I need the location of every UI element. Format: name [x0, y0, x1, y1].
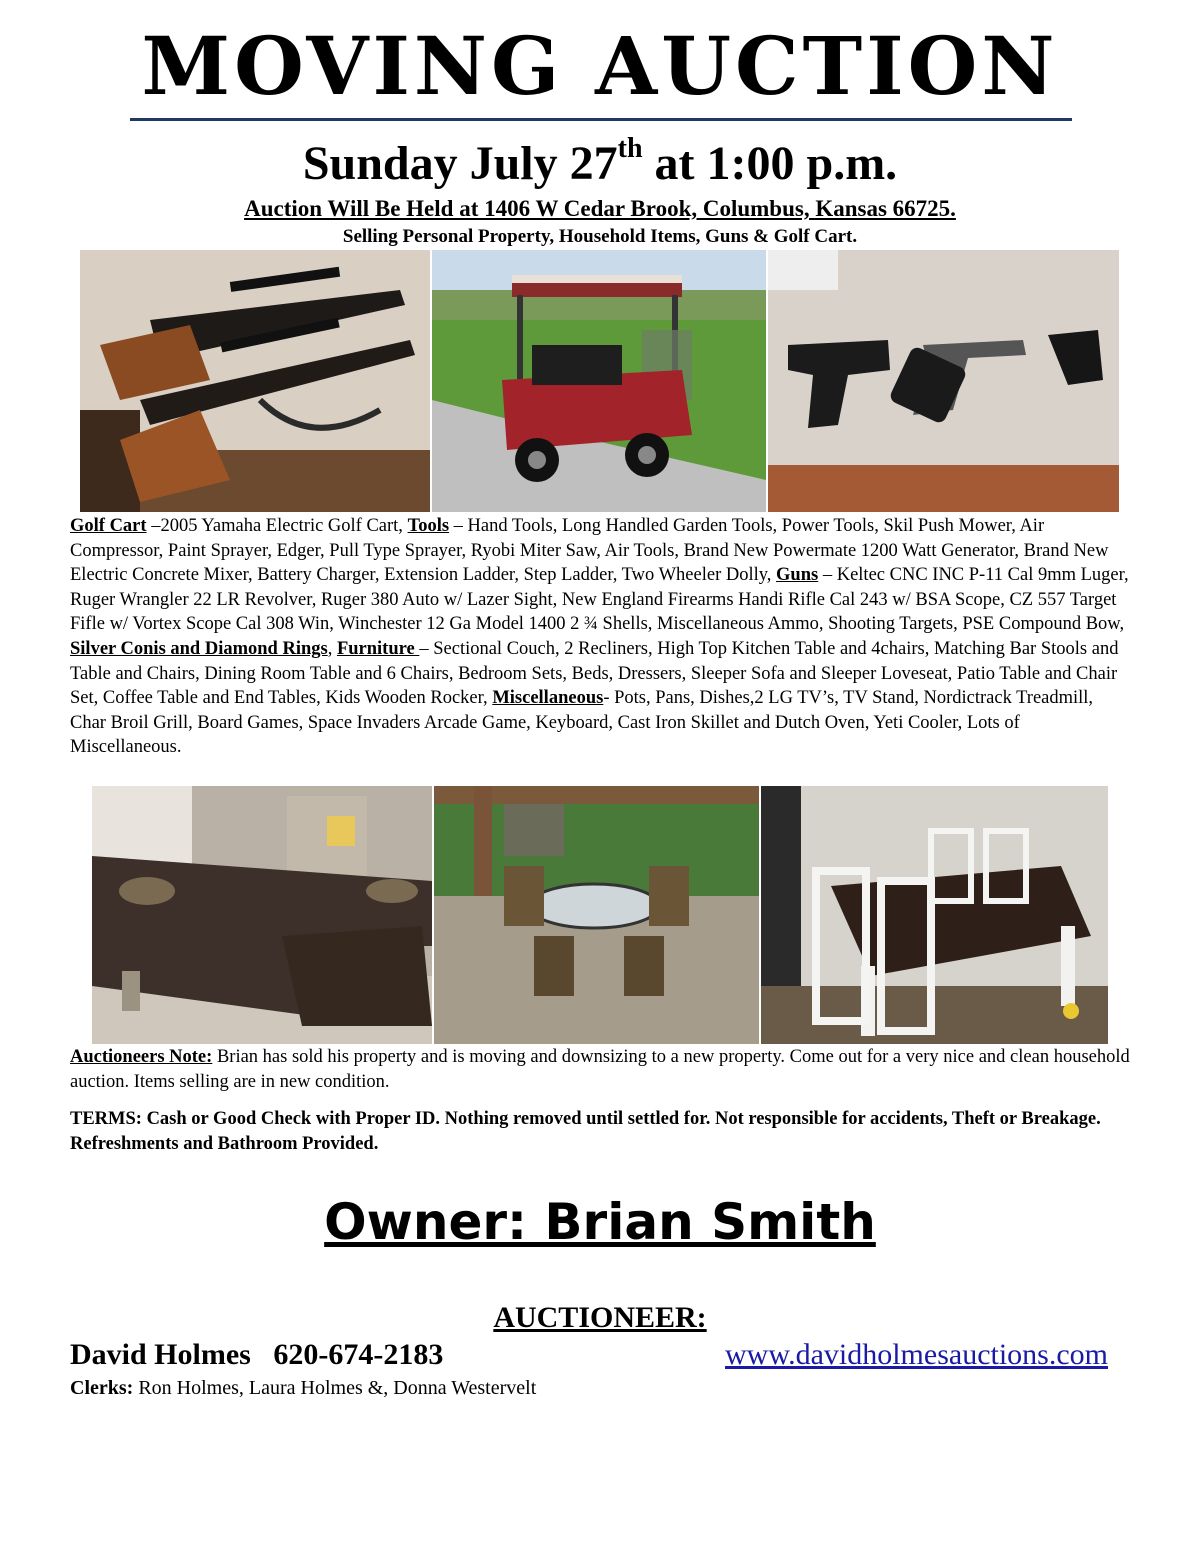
- terms: TERMS: Cash or Good Check with Proper ID. Nothing removed until settled for. Not responsible for accidents, Theft or Breakage. Refreshments and Bathroom Provided.: [70, 1109, 1101, 1154]
- clerks-names: Ron Holmes, Laura Holmes &, Donna Westervelt: [133, 1377, 537, 1399]
- auction-location: Auction Will Be Held at 1406 W Cedar Brook, Columbus, Kansas 66725.: [244, 196, 956, 221]
- selling-summary: Selling Personal Property, Household Items, Guns & Golf Cart.: [342, 226, 858, 247]
- category-tools: Tools: [407, 516, 450, 536]
- items-list: [70, 514, 1130, 760]
- category-golf-cart: Golf Cart: [70, 516, 147, 536]
- category-furniture: Furniture: [336, 638, 420, 659]
- note-label: Auctioneers Note:: [70, 1047, 213, 1067]
- items-misc-text: - Pots, Pans, Dishes,2 LG TV’s, TV Stand, Nordictrack Treadmill, Char Broil Grill, Board Games, Space Invaders Arcade Game, Keyboard, Cast Iron Skillet and Dutch Oven, Yeti Cooler, Lots of Miscellaneous.: [70, 688, 1094, 758]
- title-divider: [130, 118, 1072, 121]
- category-miscellaneous: Miscellaneous: [492, 688, 604, 709]
- dining-table-photo: [761, 786, 1108, 1044]
- owner-name: Owner: Brian Smith: [324, 1193, 876, 1251]
- auctioneer-heading: AUCTIONEER:: [493, 1301, 707, 1334]
- items-golf-cart-text: –2005 Yamaha Electric Golf Cart,: [146, 516, 408, 536]
- rifles-photo: [80, 250, 430, 512]
- website-link[interactable]: www.davidholmesauctions.com: [725, 1338, 1108, 1371]
- date-main: Sunday July 27: [302, 137, 618, 190]
- patio-set-photo: [434, 786, 759, 1044]
- items-furniture-text: – Sectional Couch, 2 Recliners, High Top Kitchen Table and 4chairs, Matching Bar Stools and Table and Chairs, Dining Room Table and 6 Chairs, Bedroom Sets, Beds, Dressers, Sleeper Sofa and Sleeper Loveseat, Patio Table and Chair Set, Coffee Table and End Tables, Kids Wooden Rocker,: [70, 638, 1119, 709]
- date-time: at 1:00 p.m.: [642, 137, 898, 190]
- auctioneers-note: [70, 1045, 1130, 1094]
- auctioneer-name-phone: David Holmes 620-674-2183: [70, 1338, 444, 1371]
- auction-date: [0, 134, 1200, 194]
- items-tools-text: – Hand Tools, Long Handled Garden Tools, Power Tools, Skil Push Mower, Air Compressor, Paint Sprayer, Edger, Pull Type Sprayer, Ryobi Miter Saw, Air Tools, Brand New Powermate 1200 Watt Generator, Brand New Electric Concrete Mixer, Battery Charger, Extension Ladder, Step Ladder, Two Wheeler Dolly,: [70, 516, 1109, 586]
- items-silver-text: ,: [327, 638, 337, 659]
- golf-cart-photo: [432, 250, 766, 512]
- category-guns: Guns: [776, 565, 819, 586]
- category-silver: Silver Conis and Diamond Rings: [70, 638, 328, 659]
- date-suffix: th: [617, 133, 643, 164]
- items-guns-text: – Keltec CNC INC P-11 Cal 9mm Luger, Ruger Wrangler 22 LR Revolver, Ruger 380 Auto w/ Lazer Sight, New England Firearms Handi Rifle Cal 243 w/ BSA Scope, CZ 557 Target Fifle w/ Vortex Scope Cal 308 Win, Winchester 12 Ga Model 1400 2 ¾ Shells, Miscellaneous Ammo, Shooting Targets, PSE Compound Bow,: [70, 565, 1129, 635]
- auction-title: MOVING AUCTION: [141, 19, 1059, 113]
- clerks-line: [70, 1375, 536, 1401]
- note-text: Brian has sold his property and is moving and downsizing to a new property. Come out for a very nice and clean household auction. Items selling are in new condition.: [70, 1047, 1130, 1092]
- handguns-photo: [768, 250, 1119, 512]
- sectional-couch-photo: [92, 786, 432, 1044]
- clerks-label: Clerks:: [70, 1377, 134, 1399]
